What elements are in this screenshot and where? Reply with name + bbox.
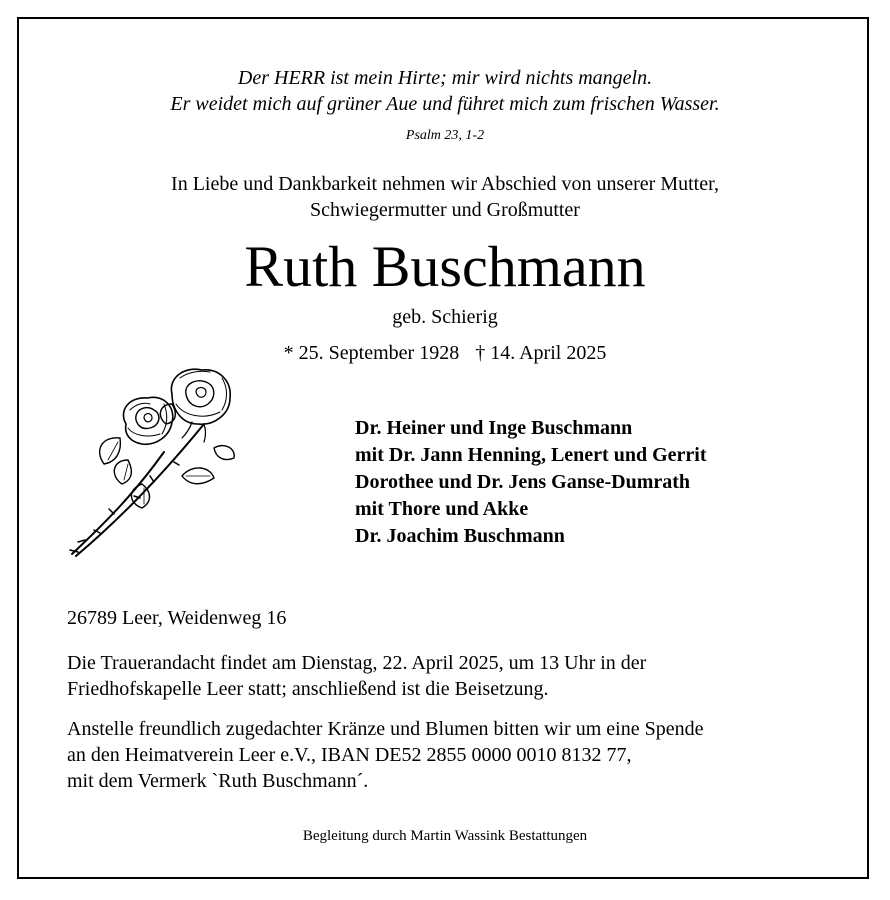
birth-date: * 25. September 1928 bbox=[283, 342, 460, 364]
family-list bbox=[355, 415, 707, 550]
family-line: Dorothee und Dr. Jens Ganse-Dumrath bbox=[355, 471, 691, 493]
verse-line-2: Er weidet mich auf grüner Aue und führet mich zum frischen Wasser. bbox=[170, 93, 720, 115]
donation-info bbox=[67, 716, 703, 794]
donation-line: mit dem Vermerk `Ruth Buschmann´. bbox=[67, 770, 369, 792]
donation-line: an den Heimatverein Leer e.V., IBAN DE52 2855 0000 0010 8132 77, bbox=[67, 744, 632, 766]
maiden-name: geb. Schierig bbox=[392, 306, 498, 328]
life-dates bbox=[0, 342, 890, 365]
verse-reference: Psalm 23, 1-2 bbox=[405, 128, 485, 143]
funeral-home-credit: Begleitung durch Martin Wassink Bestattungen bbox=[302, 828, 588, 844]
intro-line-1: In Liebe und Dankbarkeit nehmen wir Abschied von unserer Mutter, bbox=[171, 173, 719, 195]
family-line: mit Thore und Akke bbox=[355, 498, 529, 520]
service-line: Die Trauerandacht findet am Dienstag, 22. April 2025, um 13 Uhr in der bbox=[67, 652, 647, 674]
roses-icon bbox=[64, 364, 244, 560]
death-date: † 14. April 2025 bbox=[475, 342, 607, 364]
family-line: mit Dr. Jann Henning, Lenert und Gerrit bbox=[355, 444, 707, 466]
family-line: Dr. Heiner und Inge Buschmann bbox=[355, 417, 633, 439]
intro-line-2: Schwiegermutter und Großmutter bbox=[310, 199, 580, 221]
verse-line-1: Der HERR ist mein Hirte; mir wird nichts mangeln. bbox=[237, 67, 653, 89]
service-line: Friedhofskapelle Leer statt; anschließend ist die Beisetzung. bbox=[67, 678, 549, 700]
family-line: Dr. Joachim Buschmann bbox=[355, 525, 565, 547]
donation-line: Anstelle freundlich zugedachter Kränze und Blumen bitten wir um eine Spende bbox=[67, 718, 704, 740]
address: 26789 Leer, Weidenweg 16 bbox=[67, 607, 287, 629]
deceased-name: Ruth Buschmann bbox=[244, 234, 646, 299]
service-info bbox=[67, 650, 646, 702]
